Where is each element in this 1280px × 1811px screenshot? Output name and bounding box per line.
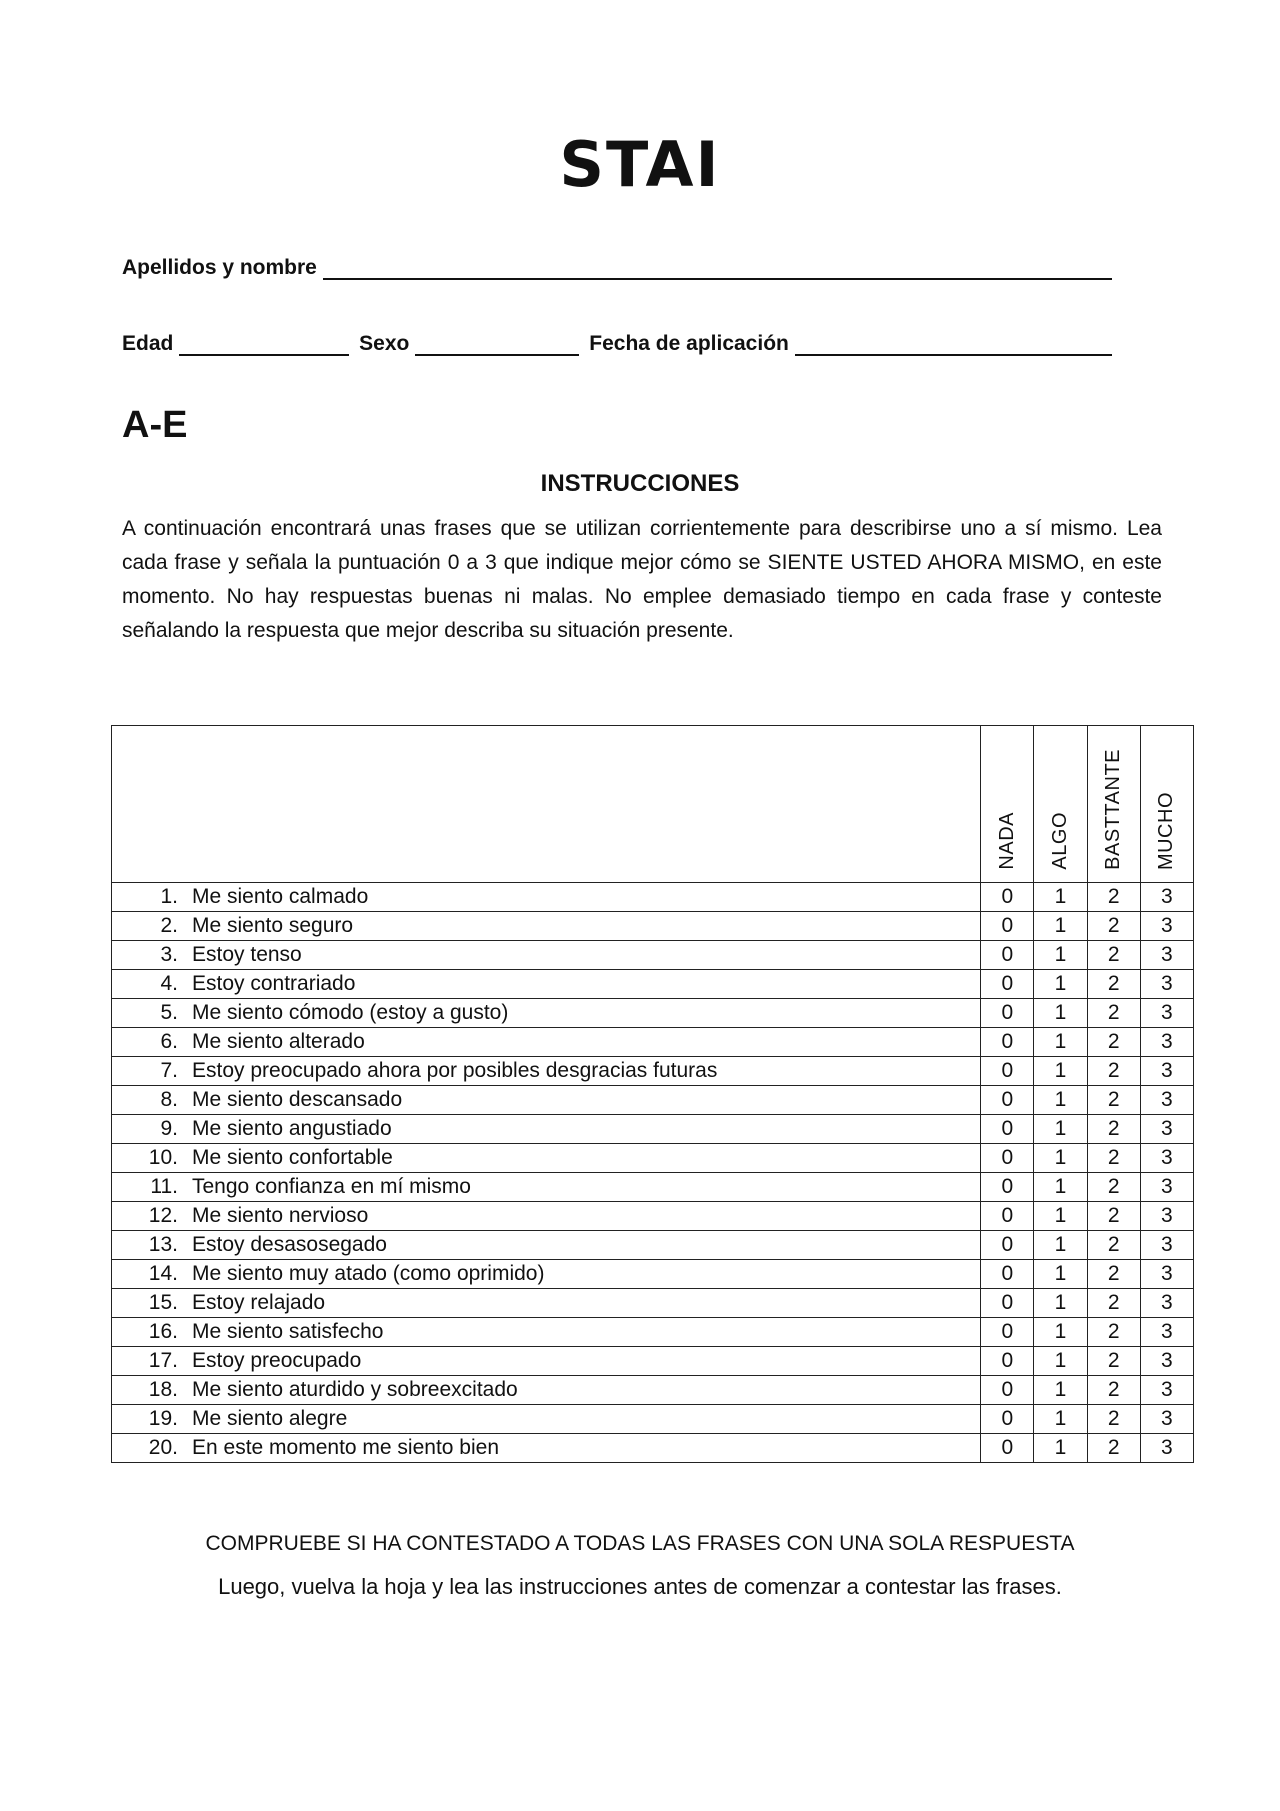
item-text: Me siento muy atado (como oprimido) <box>192 1262 545 1285</box>
instructions-heading: INSTRUCCIONES <box>540 470 740 497</box>
answer-option[interactable]: 2 <box>1087 999 1140 1028</box>
table-row <box>112 1144 1194 1173</box>
answer-option[interactable]: 1 <box>1034 1086 1087 1115</box>
answer-option[interactable]: 0 <box>981 1173 1034 1202</box>
answer-option[interactable]: 0 <box>981 1115 1034 1144</box>
answer-option[interactable]: 1 <box>1034 1405 1087 1434</box>
item-statement <box>112 1086 981 1115</box>
item-statement <box>112 1347 981 1376</box>
name-label: Apellidos y nombre <box>122 256 317 279</box>
item-statement <box>112 1231 981 1260</box>
answer-option[interactable]: 0 <box>981 1057 1034 1086</box>
item-number: 10. <box>148 1146 178 1169</box>
answer-option[interactable]: 0 <box>981 1086 1034 1115</box>
item-text: Estoy preocupado ahora por posibles desgracias futuras <box>192 1059 718 1082</box>
item-statement <box>112 1434 981 1463</box>
item-statement <box>112 1405 981 1434</box>
answer-option[interactable]: 3 <box>1140 970 1193 999</box>
items-table <box>111 725 1194 1463</box>
scale-header-bastante <box>1087 726 1140 883</box>
answer-option[interactable]: 2 <box>1087 941 1140 970</box>
answer-option[interactable]: 1 <box>1034 999 1087 1028</box>
table-row <box>112 912 1194 941</box>
answer-option[interactable]: 2 <box>1087 1115 1140 1144</box>
item-text: Estoy tenso <box>192 943 302 966</box>
table-row <box>112 1086 1194 1115</box>
item-text: Estoy preocupado <box>192 1349 362 1372</box>
answer-option[interactable]: 2 <box>1087 970 1140 999</box>
item-text: Me siento seguro <box>192 914 354 937</box>
answer-option[interactable]: 2 <box>1087 1318 1140 1347</box>
item-text: Me siento nervioso <box>192 1204 369 1227</box>
item-number: 5. <box>160 1001 178 1024</box>
answer-option[interactable]: 1 <box>1034 1231 1087 1260</box>
item-number: 9. <box>160 1117 178 1140</box>
table-row <box>112 1115 1194 1144</box>
table-row <box>112 970 1194 999</box>
answer-option[interactable]: 0 <box>981 1376 1034 1405</box>
answer-option[interactable]: 2 <box>1087 1028 1140 1057</box>
section-heading: A-E <box>122 404 188 446</box>
answer-option[interactable]: 1 <box>1034 1202 1087 1231</box>
table-row <box>112 1405 1194 1434</box>
item-statement <box>112 883 981 912</box>
answer-option[interactable]: 0 <box>981 1260 1034 1289</box>
item-statement <box>112 1144 981 1173</box>
answer-option[interactable]: 2 <box>1087 1144 1140 1173</box>
item-text: Estoy desasosegado <box>192 1233 387 1256</box>
item-statement <box>112 1289 981 1318</box>
answer-option[interactable]: 0 <box>981 1434 1034 1463</box>
item-text: Me siento aturdido y sobreexcitado <box>192 1378 518 1401</box>
answer-option[interactable]: 2 <box>1087 1231 1140 1260</box>
answer-option[interactable]: 1 <box>1034 1115 1087 1144</box>
item-statement <box>112 1115 981 1144</box>
item-text: Me siento alterado <box>192 1030 365 1053</box>
answer-option[interactable]: 2 <box>1087 1434 1140 1463</box>
table-row <box>112 1376 1194 1405</box>
item-number: 15. <box>148 1291 178 1314</box>
item-text: Me siento angustiado <box>192 1117 392 1140</box>
document-title: STAI <box>559 128 721 201</box>
answer-option[interactable]: 0 <box>981 1318 1034 1347</box>
item-number: 11. <box>150 1175 178 1198</box>
item-text: En este momento me siento bien <box>192 1436 500 1459</box>
details-line <box>122 326 1122 356</box>
name-field[interactable] <box>323 256 1112 280</box>
name-line <box>122 250 1122 280</box>
check-notice: COMPRUEBE SI HA CONTESTADO A TODAS LAS FRASES CON UNA SOLA RESPUESTA <box>205 1532 1075 1555</box>
item-statement <box>112 1057 981 1086</box>
sex-field[interactable] <box>415 332 579 356</box>
answer-option[interactable]: 3 <box>1140 1231 1193 1260</box>
scale-header-algo <box>1034 726 1087 883</box>
item-statement <box>112 1202 981 1231</box>
answer-option[interactable]: 1 <box>1034 912 1087 941</box>
answer-option[interactable]: 0 <box>981 1231 1034 1260</box>
item-statement <box>112 1318 981 1347</box>
item-text: Me siento satisfecho <box>192 1320 384 1343</box>
answer-option[interactable]: 0 <box>981 941 1034 970</box>
scale-label: MUCHO <box>1155 791 1178 870</box>
answer-option[interactable]: 2 <box>1087 1347 1140 1376</box>
answer-option[interactable]: 3 <box>1140 1028 1193 1057</box>
item-text: Me siento alegre <box>192 1407 348 1430</box>
answer-option[interactable]: 1 <box>1034 1173 1087 1202</box>
item-text: Me siento cómodo (estoy a gusto) <box>192 1001 509 1024</box>
answer-option[interactable]: 0 <box>981 1405 1034 1434</box>
statement-header <box>112 726 981 883</box>
answer-option[interactable]: 2 <box>1087 1289 1140 1318</box>
table-row <box>112 1028 1194 1057</box>
answer-option[interactable]: 3 <box>1140 1347 1193 1376</box>
item-number: 6. <box>160 1030 178 1053</box>
answer-option[interactable]: 0 <box>981 1028 1034 1057</box>
item-number: 20. <box>148 1436 178 1459</box>
scale-label: NADA <box>995 812 1018 870</box>
answer-option[interactable]: 3 <box>1140 1376 1193 1405</box>
item-number: 8. <box>160 1088 178 1111</box>
answer-option[interactable]: 0 <box>981 1202 1034 1231</box>
answer-option[interactable]: 1 <box>1034 1260 1087 1289</box>
scale-header-nada <box>981 726 1034 883</box>
answer-option[interactable]: 3 <box>1140 1289 1193 1318</box>
answer-option[interactable]: 3 <box>1140 1086 1193 1115</box>
answer-option[interactable]: 1 <box>1034 883 1087 912</box>
date-field[interactable] <box>795 332 1112 356</box>
item-number: 2. <box>160 914 178 937</box>
item-number: 1. <box>160 885 178 908</box>
item-number: 12. <box>148 1204 178 1227</box>
table-row <box>112 1231 1194 1260</box>
answer-option[interactable]: 3 <box>1140 912 1193 941</box>
answer-option[interactable]: 1 <box>1034 1028 1087 1057</box>
item-statement <box>112 1376 981 1405</box>
item-text: Me siento confortable <box>192 1146 393 1169</box>
table-row <box>112 1202 1194 1231</box>
table-row <box>112 1289 1194 1318</box>
age-field[interactable] <box>179 332 349 356</box>
answer-option[interactable]: 3 <box>1140 883 1193 912</box>
answer-option[interactable]: 2 <box>1087 912 1140 941</box>
table-row <box>112 1173 1194 1202</box>
answer-option[interactable]: 0 <box>981 970 1034 999</box>
answer-option[interactable]: 0 <box>981 883 1034 912</box>
answer-option[interactable]: 2 <box>1087 1057 1140 1086</box>
next-instruction: Luego, vuelva la hoja y lea las instrucciones antes de comenzar a contestar las frases. <box>218 1574 1062 1599</box>
answer-option[interactable]: 3 <box>1140 1405 1193 1434</box>
answer-option[interactable]: 1 <box>1034 1434 1087 1463</box>
answer-option[interactable]: 1 <box>1034 1057 1087 1086</box>
table-row <box>112 1057 1194 1086</box>
answer-option[interactable]: 3 <box>1140 941 1193 970</box>
item-text: Me siento descansado <box>192 1088 403 1111</box>
answer-option[interactable]: 2 <box>1087 1405 1140 1434</box>
answer-option[interactable]: 3 <box>1140 1173 1193 1202</box>
answer-option[interactable]: 3 <box>1140 1115 1193 1144</box>
answer-option[interactable]: 2 <box>1087 1086 1140 1115</box>
item-statement <box>112 1028 981 1057</box>
answer-option[interactable]: 3 <box>1140 1318 1193 1347</box>
item-statement <box>112 912 981 941</box>
table-row <box>112 1434 1194 1463</box>
answer-option[interactable]: 0 <box>981 1289 1034 1318</box>
answer-option[interactable]: 1 <box>1034 1318 1087 1347</box>
answer-option[interactable]: 0 <box>981 1144 1034 1173</box>
answer-option[interactable]: 2 <box>1087 1376 1140 1405</box>
date-label: Fecha de aplicación <box>589 332 789 355</box>
item-number: 16. <box>148 1320 178 1343</box>
age-label: Edad <box>122 332 174 355</box>
answer-option[interactable]: 1 <box>1034 1347 1087 1376</box>
answer-option[interactable]: 2 <box>1087 1260 1140 1289</box>
answer-option[interactable]: 2 <box>1087 1202 1140 1231</box>
item-statement <box>112 999 981 1028</box>
item-statement <box>112 1260 981 1289</box>
answer-option[interactable]: 1 <box>1034 970 1087 999</box>
item-number: 18. <box>148 1378 178 1401</box>
answer-option[interactable]: 3 <box>1140 1057 1193 1086</box>
answer-option[interactable]: 0 <box>981 999 1034 1028</box>
scale-label: ALGO <box>1048 812 1071 870</box>
item-text: Estoy relajado <box>192 1291 326 1314</box>
answer-option[interactable]: 2 <box>1087 883 1140 912</box>
answer-option[interactable]: 1 <box>1034 1289 1087 1318</box>
table-row <box>112 941 1194 970</box>
item-number: 4. <box>160 972 178 995</box>
table-row <box>112 1318 1194 1347</box>
answer-option[interactable]: 3 <box>1140 1144 1193 1173</box>
instructions-text: A continuación encontrará unas frases que se utilizan corrientemente para describirse uno a sí mismo. Lea cada frase y señala la puntuación 0 a 3 que indique mejor cómo se SIENTE USTED AHORA MISMO, en este momento. No hay respuestas buenas ni malas. No emplee demasiado tiempo en cada frase y conteste señalando la respuesta que mejor describa su situación presente. <box>122 517 1162 642</box>
answer-option[interactable]: 1 <box>1034 1144 1087 1173</box>
item-number: 14. <box>148 1262 178 1285</box>
item-text: Tengo confianza en mí mismo <box>192 1175 471 1198</box>
item-number: 19. <box>148 1407 178 1430</box>
item-number: 7. <box>160 1059 178 1082</box>
scale-label: BASTTANTE <box>1102 749 1125 870</box>
answer-option[interactable]: 0 <box>981 912 1034 941</box>
table-row <box>112 1347 1194 1376</box>
item-text: Estoy contrariado <box>192 972 356 995</box>
sex-label: Sexo <box>359 332 410 355</box>
answer-option[interactable]: 3 <box>1140 1260 1193 1289</box>
item-number: 13. <box>148 1233 178 1256</box>
answer-option[interactable]: 3 <box>1140 1202 1193 1231</box>
table-row <box>112 1260 1194 1289</box>
table-row <box>112 883 1194 912</box>
answer-option[interactable]: 2 <box>1087 1173 1140 1202</box>
item-number: 17. <box>148 1349 178 1372</box>
answer-option[interactable]: 3 <box>1140 1434 1193 1463</box>
item-statement <box>112 941 981 970</box>
item-statement <box>112 1173 981 1202</box>
item-statement <box>112 970 981 999</box>
scale-header-mucho <box>1140 726 1193 883</box>
item-text: Me siento calmado <box>192 885 369 908</box>
table-row <box>112 999 1194 1028</box>
answer-option[interactable]: 0 <box>981 1347 1034 1376</box>
item-number: 3. <box>160 943 178 966</box>
table-header-row <box>112 726 1194 883</box>
answer-option[interactable]: 3 <box>1140 999 1193 1028</box>
answer-option[interactable]: 1 <box>1034 941 1087 970</box>
answer-option[interactable]: 1 <box>1034 1376 1087 1405</box>
